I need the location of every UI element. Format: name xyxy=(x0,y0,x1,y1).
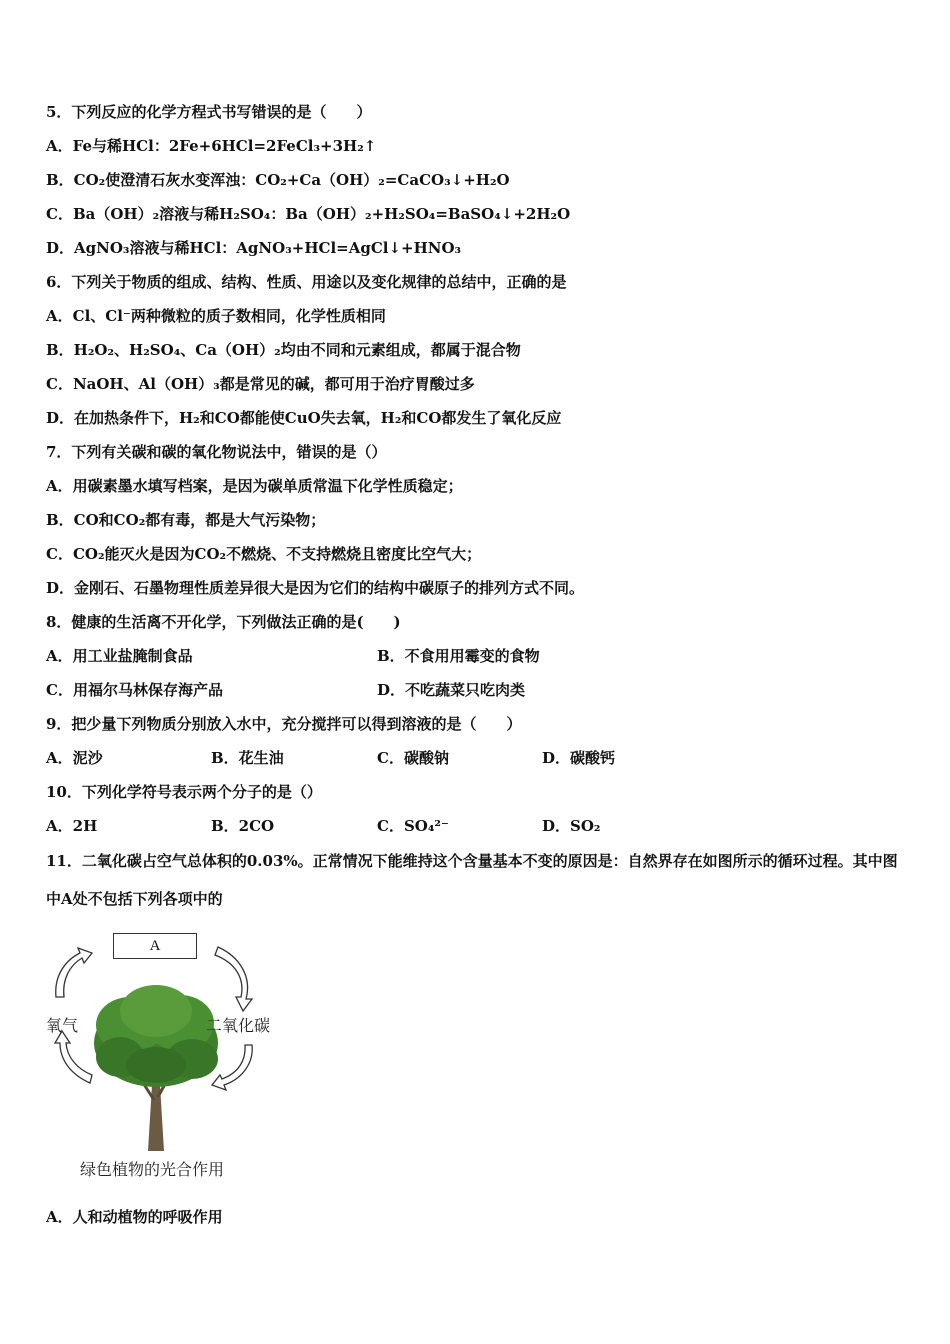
diagram-box-a: A xyxy=(113,933,197,959)
cycle-arrows xyxy=(40,925,300,1190)
q9-option-c: C．碳酸钠 xyxy=(377,749,449,767)
q7-option-a: A．用碳素墨水填写档案，是因为碳单质常温下化学性质稳定； xyxy=(46,477,463,495)
q9-stem: 9．把少量下列物质分别放入水中，充分搅拌可以得到溶液的是（ ） xyxy=(46,715,522,733)
q6-option-a: A．Cl、Cl⁻两种微粒的质子数相同，化学性质相同 xyxy=(46,307,386,325)
q10-option-d: D．SO₂ xyxy=(542,817,601,835)
q6-stem: 6．下列关于物质的组成、结构、性质、用途以及变化规律的总结中，正确的是 xyxy=(46,273,567,291)
arrow-to-co2-icon xyxy=(215,947,252,1011)
q5-option-d: D．AgNO₃溶液与稀HCl：AgNO₃+HCl=AgCl↓+HNO₃ xyxy=(46,239,462,257)
q7-stem: 7．下列有关碳和碳的氧化物说法中，错误的是（） xyxy=(46,443,387,461)
q10-stem: 10．下列化学符号表示两个分子的是（） xyxy=(46,783,322,801)
q10-option-a: A．2H xyxy=(46,817,98,835)
tree-icon xyxy=(94,985,218,1151)
q6-option-c: C．NaOH、Al（OH）₃都是常见的碱，都可用于治疗胃酸过多 xyxy=(46,375,475,393)
q7-option-b: B．CO和CO₂都有毒，都是大气污染物； xyxy=(46,511,326,529)
arrow-plant-to-oxygen-icon xyxy=(55,1031,92,1083)
q8-option-b: B．不食用用霉变的食物 xyxy=(377,647,540,665)
q6-option-d: D．在加热条件下，H₂和CO都能使CuO失去氧，H₂和CO都发生了氧化反应 xyxy=(46,409,562,427)
q11-option-a: A．人和动植物的呼吸作用 xyxy=(46,1208,223,1226)
q8-option-a: A．用工业盐腌制食品 xyxy=(46,647,193,665)
q8-stem: 8．健康的生活离不开化学，下列做法正确的是( ) xyxy=(46,613,401,631)
q6-option-b: B．H₂O₂、H₂SO₄、Ca（OH）₂均由不同和元素组成，都属于混合物 xyxy=(46,341,521,359)
q9-option-d: D．碳酸钙 xyxy=(542,749,616,767)
arrow-co2-to-plant-icon xyxy=(212,1045,252,1090)
label-carbon-dioxide: 二氧化碳 xyxy=(206,1016,271,1035)
q10-option-c: C．SO₄²⁻ xyxy=(377,817,449,835)
label-oxygen: 氧气 xyxy=(46,1016,79,1035)
q7-option-d: D．金刚石、石墨物理性质差异很大是因为它们的结构中碳原子的排列方式不同。 xyxy=(46,579,585,597)
q7-option-c: C．CO₂能灭火是因为CO₂不燃烧、不支持燃烧且密度比空气大； xyxy=(46,545,482,563)
label-photosynthesis: 绿色植物的光合作用 xyxy=(80,1160,225,1179)
q10-option-b: B．2CO xyxy=(211,817,275,835)
q5-option-c: C．Ba（OH）₂溶液与稀H₂SO₄：Ba（OH）₂+H₂SO₄=BaSO₄↓+2H₂O xyxy=(46,205,571,223)
q9-option-b: B．花生油 xyxy=(211,749,284,767)
q9-option-a: A．泥沙 xyxy=(46,749,103,767)
q11-stem: 11．二氧化碳占空气总体积的0.03%。正常情况下能维持这个含量基本不变的原因是：自然界存在如图所示的循环过程。其中图中A处不包括下列各项中的 xyxy=(46,852,898,908)
arrow-to-a-icon xyxy=(56,948,92,997)
q8-option-c: C．用福尔马林保存海产品 xyxy=(46,681,223,699)
q8-option-d: D．不吃蔬菜只吃肉类 xyxy=(377,681,526,699)
carbon-cycle-diagram xyxy=(40,925,300,1190)
q5-stem: 5．下列反应的化学方程式书写错误的是（ ） xyxy=(46,103,372,121)
q5-option-b: B．CO₂使澄清石灰水变浑浊：CO₂+Ca（OH）₂=CaCO₃↓+H₂O xyxy=(46,171,510,189)
q5-option-a: A．Fe与稀HCl：2Fe+6HCl=2FeCl₃+3H₂↑ xyxy=(46,137,377,155)
